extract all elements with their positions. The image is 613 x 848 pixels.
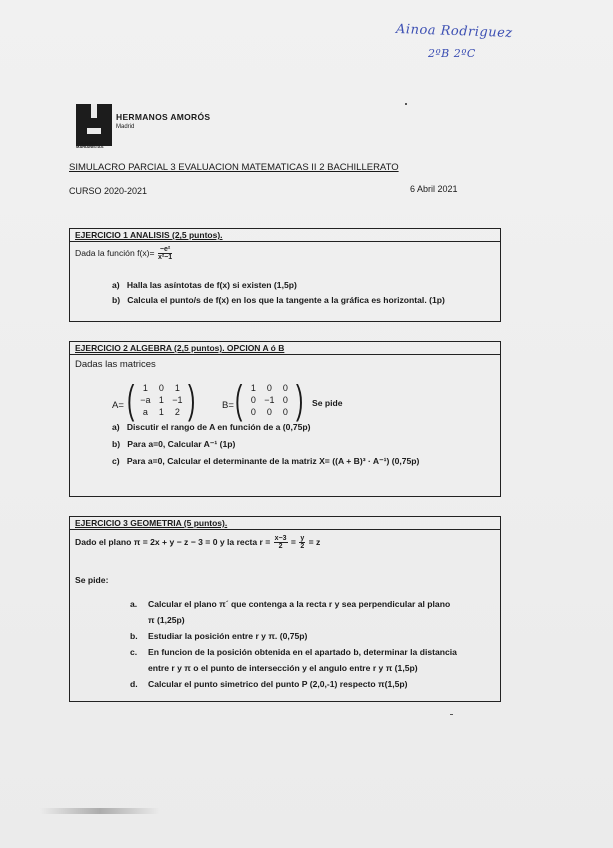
fraction-numerator: −e² bbox=[159, 246, 171, 253]
exercise-3-item-a-line-2: π (1,25p) bbox=[148, 615, 185, 625]
matrix-a bbox=[124, 380, 199, 420]
exercise-3-item-d-letter: d. bbox=[130, 679, 138, 689]
fraction-denominator: 2 bbox=[278, 543, 283, 550]
exercise-1-intro-text: Dada la función f(x)= bbox=[75, 247, 155, 258]
matrix-a-cell: 1 bbox=[158, 407, 164, 417]
matrix-a-cell: 1 bbox=[142, 383, 148, 393]
logo-notch-2 bbox=[87, 128, 101, 134]
item-letter: c) bbox=[112, 456, 120, 466]
matrix-a-cell: a bbox=[142, 407, 148, 417]
exercise-3-se-pide: Se pide: bbox=[75, 575, 109, 585]
matrix-a-cell: 2 bbox=[174, 407, 180, 417]
item-letter: a) bbox=[112, 280, 120, 290]
scan-smudge bbox=[40, 808, 160, 814]
fraction-numerator: x−3 bbox=[274, 535, 287, 542]
item-text: Calcula el punto/s de f(x) en los que la tangente a la gráfica es horizontal. (1p) bbox=[127, 295, 445, 305]
matrix-b-grid bbox=[245, 382, 293, 418]
exercise-3-item-c-letter: c. bbox=[130, 647, 138, 657]
exercise-3-item-c-line-1: En funcion de la posición obtenida en el apartado b, determinar la distancia bbox=[148, 647, 457, 657]
matrix-b-cell: 0 bbox=[266, 407, 272, 417]
line-fraction-2 bbox=[299, 535, 305, 550]
exercise-2-intro: Dadas las matrices bbox=[75, 359, 156, 370]
function-fraction bbox=[158, 246, 172, 261]
matrix-b-cell: 1 bbox=[250, 383, 256, 393]
exercise-2-heading: EJERCICIO 2 ALGEBRA (2,5 puntos). OPCION A ó B bbox=[70, 342, 500, 355]
school-name: HERMANOS AMORÓS bbox=[116, 112, 211, 122]
matrix-a-label: A= bbox=[112, 400, 124, 411]
exercise-3-item-b-line-1: Estudiar la posición entre r y π. (0,75p) bbox=[148, 631, 308, 641]
left-paren-icon: ( bbox=[234, 378, 243, 422]
exercise-1-box bbox=[69, 228, 501, 322]
exercise-2-se-pide: Se pide bbox=[312, 398, 343, 408]
exercise-1-heading: EJERCICIO 1 ANALISIS (2,5 puntos). bbox=[70, 229, 500, 242]
school-subtitle: COLEGIOS MARIANISTAS bbox=[76, 140, 104, 149]
matrix-b bbox=[232, 380, 307, 420]
left-paren-icon: ( bbox=[126, 378, 135, 422]
exercise-3-item-a-letter: a. bbox=[130, 599, 138, 609]
exercise-3-intro: Dado el plano π = 2x + y − z − 3 = 0 y la recta r = $\frac{x-3}{2}$ = $\frac{y}{2}$ = z bbox=[75, 535, 321, 550]
fraction-denominator: x²−1 bbox=[157, 254, 173, 261]
handwritten-name: Ainoa Rodriguez bbox=[395, 21, 513, 42]
fraction-numerator: y bbox=[300, 535, 305, 542]
matrix-b-label: B= bbox=[222, 400, 234, 411]
logo-notch bbox=[91, 104, 97, 118]
course-year: CURSO 2020-2021 bbox=[69, 186, 148, 196]
exercise-2-item-c bbox=[112, 456, 419, 467]
matrix-a-cell: 0 bbox=[158, 383, 164, 393]
exercise-3-item-b-letter: b. bbox=[130, 631, 138, 641]
exam-title: SIMULACRO PARCIAL 3 EVALUACION MATEMATICAS II 2 BACHILLERATO bbox=[69, 162, 399, 173]
school-city: Madrid bbox=[116, 124, 135, 130]
matrix-b-cell: 0 bbox=[282, 407, 288, 417]
matrix-b-cell: −1 bbox=[264, 395, 275, 405]
matrix-a-grid bbox=[137, 382, 185, 418]
handwritten-class: 2ºB 2ºC bbox=[428, 47, 476, 60]
item-text: Para a=0, Calcular el determinante de la matriz X= ((A + B)³ · A⁻¹) (0,75p) bbox=[126, 456, 420, 466]
right-paren-icon: ) bbox=[188, 378, 196, 422]
scan-speck bbox=[405, 103, 407, 105]
matrix-a-cell: −a bbox=[140, 395, 151, 405]
exercise-3-intro-text: Dado el plano π = 2x + y − z − 3 = 0 y la recta r = bbox=[75, 536, 271, 547]
exercise-1-intro bbox=[75, 246, 173, 261]
item-text: Para a=0, Calcular A⁻¹ (1p) bbox=[127, 439, 236, 449]
exercise-3-item-d-line-1: Calcular el punto simetrico del punto P (2,0,-1) respecto π(1,5p) bbox=[148, 679, 408, 689]
matrix-b-cell: 0 bbox=[282, 383, 288, 393]
fraction-denominator: 2 bbox=[300, 543, 305, 550]
exercise-3-item-a-line-1: Calcular el plano π´ que contenga a la recta r y sea perpendicular al plano bbox=[148, 599, 451, 609]
exercise-2-box bbox=[69, 341, 501, 497]
item-text: Discutir el rango de A en función de a (0,75p) bbox=[126, 422, 311, 432]
exercise-3-box bbox=[69, 516, 501, 702]
item-text: Halla las asíntotas de f(x) si existen (1,5p) bbox=[126, 280, 297, 290]
item-letter: a) bbox=[112, 422, 120, 432]
equation-tail: = z bbox=[308, 536, 321, 547]
matrix-a-cell: 1 bbox=[174, 383, 180, 393]
line-fraction-1 bbox=[274, 535, 288, 550]
exercise-1-item-a bbox=[112, 280, 297, 290]
matrix-b-cell: 0 bbox=[282, 395, 288, 405]
matrix-a-cell: 1 bbox=[158, 395, 164, 405]
exercise-3-item-c-line-2: entre r y π o el punto de intersección y el angulo entre r y π (1,5p) bbox=[148, 663, 418, 673]
matrix-a-cell: −1 bbox=[172, 395, 183, 405]
matrix-b-cell: 0 bbox=[266, 383, 272, 393]
exercise-3-heading: EJERCICIO 3 GEOMETRIA (5 puntos). bbox=[70, 517, 500, 530]
item-letter: b) bbox=[112, 439, 121, 449]
exam-date: 6 Abril 2021 bbox=[410, 184, 458, 194]
exercise-2-item-a bbox=[112, 422, 311, 432]
matrix-b-cell: 0 bbox=[250, 395, 256, 405]
scan-speck bbox=[450, 714, 453, 715]
item-letter: b) bbox=[112, 295, 121, 305]
exercise-1-item-b bbox=[112, 295, 445, 305]
matrix-b-cell: 0 bbox=[250, 407, 256, 417]
right-paren-icon: ) bbox=[296, 378, 304, 422]
exercise-2-item-b bbox=[112, 439, 235, 450]
